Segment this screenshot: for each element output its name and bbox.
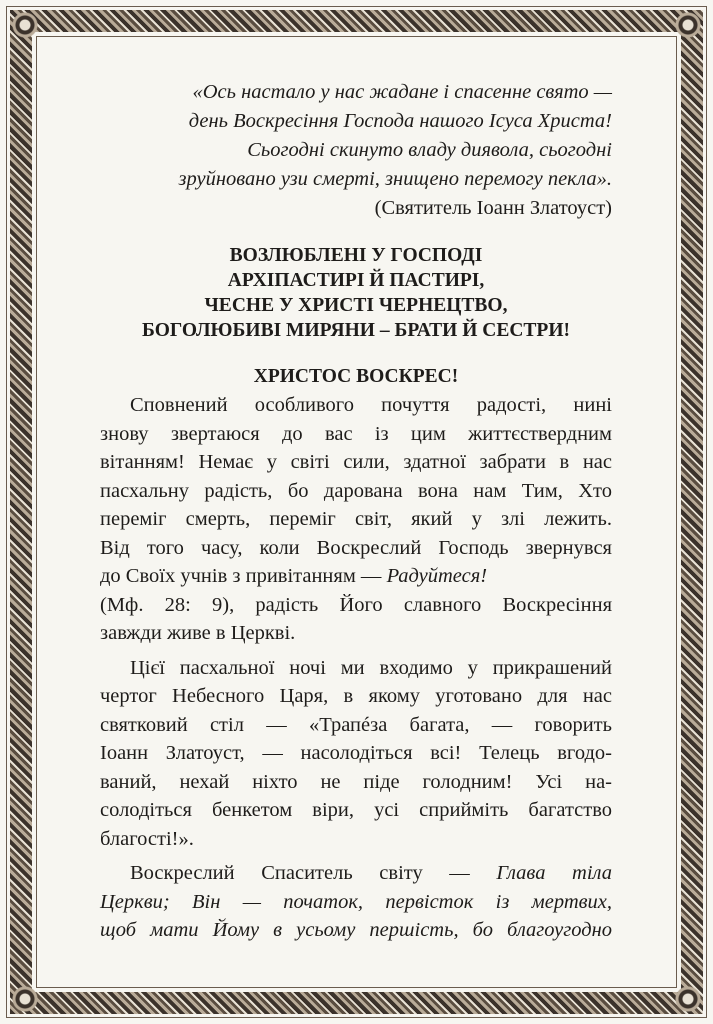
paragraph-1 xyxy=(100,391,612,648)
text-line: ваний, нехай ніхто не піде голодним! Усі на- xyxy=(100,770,612,793)
epigraph-quote xyxy=(100,78,612,194)
greeting-heading: ХРИСТОС ВОСКРЕС! xyxy=(253,366,459,387)
italic-phrase: Глава тіла xyxy=(496,862,612,884)
text-line xyxy=(100,859,612,888)
paragraph-3 xyxy=(100,859,612,945)
address-line: АРХІПАСТИРІ Й ПАСТИРІ, xyxy=(227,270,485,291)
address-line: ЧЕСНЕ У ХРИСТІ ЧЕРНЕЦТВО, xyxy=(204,295,508,316)
paragraph-2 xyxy=(100,654,612,854)
text-line: знову звертаюся до вас із цим життєствердним xyxy=(100,422,612,445)
text-line: чертог Небесного Царя, в якому уготовано для нас xyxy=(100,685,612,707)
address-line: ВОЗЛЮБЛЕНІ У ГОСПОДІ xyxy=(229,245,483,266)
corner-ornament xyxy=(673,984,703,1014)
corner-ornament xyxy=(673,10,703,40)
epigraph-line: «Ось настало у нас жадане і спасенне свято — xyxy=(192,81,612,103)
italic-phrase: щоб мати Йому в усьому першість, бо благоугодно xyxy=(100,919,612,941)
text-line: (Мф. 28: 9), радість Його славного Воскресіння xyxy=(100,593,612,616)
epigraph-line: Сьогодні скинуто владу диявола, сьогодні xyxy=(247,139,612,161)
letter-content xyxy=(100,78,612,951)
text-fragment: Воскреслий Спаситель світу — xyxy=(130,862,497,884)
text-line xyxy=(100,562,612,591)
address-heading xyxy=(100,243,612,343)
text-line: завжди живе в Церкві. xyxy=(100,622,296,644)
corner-ornament xyxy=(10,984,40,1014)
italic-phrase: Церкви; Він — початок, первісток із мертвих, xyxy=(100,890,612,913)
text-line: Від того часу, коли Воскреслий Господь звернувся xyxy=(100,536,612,559)
text-line xyxy=(100,916,612,945)
text-line: Сповнений особливого почуття радості, нині xyxy=(130,394,612,416)
corner-ornament xyxy=(10,10,40,40)
text-line: Цієї пасхальної ночі ми входимо у прикрашений xyxy=(130,656,612,679)
address-line: БОГОЛЮБИВІ МИРЯНИ – БРАТИ Й СЕСТРИ! xyxy=(141,320,570,341)
epigraph-source: (Святитель Іоанн Златоуст) xyxy=(374,197,612,219)
epigraph-line: зруйновано узи смерті, знищено перемогу пекла». xyxy=(178,168,612,190)
text-fragment: до Своїх учнів з привітанням — xyxy=(100,565,387,587)
text-line: солодіться бенкетом віри, усі сприйміть багатство xyxy=(100,799,612,821)
text-line: пасхальну радість, бо дарована вона нам Тим, Хто xyxy=(100,479,612,502)
italic-word: Радуйтеся! xyxy=(386,565,488,587)
text-line: вітанням! Немає у світі сили, здатної забрати в нас xyxy=(100,451,612,473)
text-line: переміг смерть, переміг світ, який у злі лежить. xyxy=(100,508,612,530)
epigraph-line: день Воскресіння Господа нашого Ісуса Христа! xyxy=(188,110,612,132)
text-line: Іоанн Златоуст, — насолодіться всі! Телець вгодо- xyxy=(100,742,612,764)
text-line: святковий стіл — «Трапéза багата, — говорить xyxy=(100,713,612,736)
text-line: благості!». xyxy=(100,827,194,850)
text-line xyxy=(100,888,612,917)
